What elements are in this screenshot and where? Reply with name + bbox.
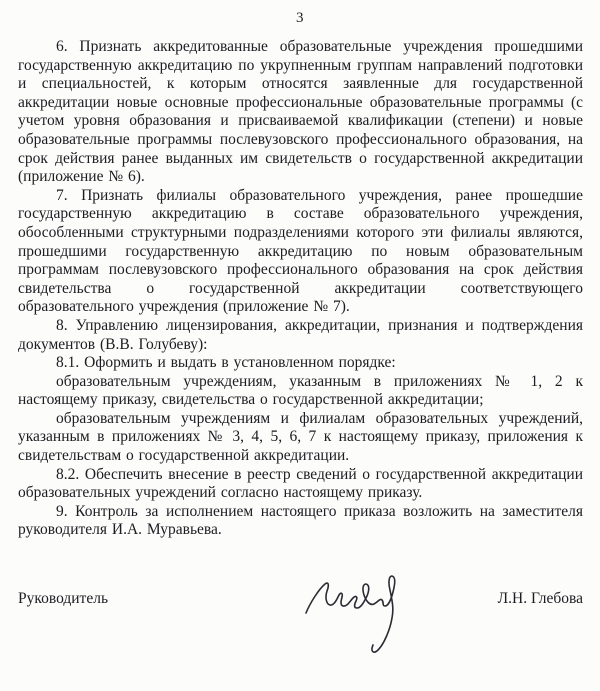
paragraph-6: 6. Признать аккредитованные образовательные учреждения прошедшими государственную аккредитацию по укрупненным группам направлений подготовки и специальностей, к которым относятся заявленные для государственной аккредитации новые основные профессиональные образовательные программы (с учетом уровня образования и присваиваемой квалификации (степени) и новые образовательные программы послевузовского профессионального образования, на срок действия ранее выданных им свидетельств о государственной аккредитации (приложение № 6).: [18, 38, 583, 186]
clause-8-1-item-1: образовательным учреждениям, указанным в приложениях № 1, 2 к настоящему приказу, свидетельства о государственной аккредитации;: [18, 372, 583, 409]
page-number: 3: [296, 10, 304, 26]
clause-8-1-item-2: образовательным учреждениям и филиалам образовательных учреждений, указанным в приложениях № 3, 4, 5, 6, 7 к настоящему приказу, приложения к свидетельствам о государственной аккредитации.: [18, 409, 583, 465]
clause-8-2: 8.2. Обеспечить внесение в реестр сведений о государственной аккредитации образовательных учреждений согласно настоящему приказу.: [18, 465, 583, 502]
document-body: [18, 38, 583, 540]
clause-8-1: 8.1. Оформить и выдать в установленном порядке:: [56, 354, 396, 372]
signatory-title: Руководитель: [18, 590, 109, 607]
paragraph-9: 9. Контроль за исполнением настоящего приказа возложить на заместителя руководителя И.А. Муравьева.: [18, 502, 583, 539]
paragraph-8: 8. Управлению лицензирования, аккредитации, признания и подтверждения документов (В.В. Голубеву):: [18, 316, 583, 353]
paragraph-7: 7. Признать филиалы образовательного учреждения, ранее прошедшие государственную аккредитацию в составе образовательного учреждения, обособленными структурными подразделениями которого эти филиалы являются, прошедшими государственную аккредитацию по новым образовательным программам послевузовского профессионального образования на срок действия свидетельства о государственной аккредитации соответствующего образовательного учреждения (приложение № 7).: [18, 186, 583, 316]
handwritten-signature-icon: [296, 556, 426, 666]
signatory-name: Л.Н. Глебова: [497, 590, 583, 607]
